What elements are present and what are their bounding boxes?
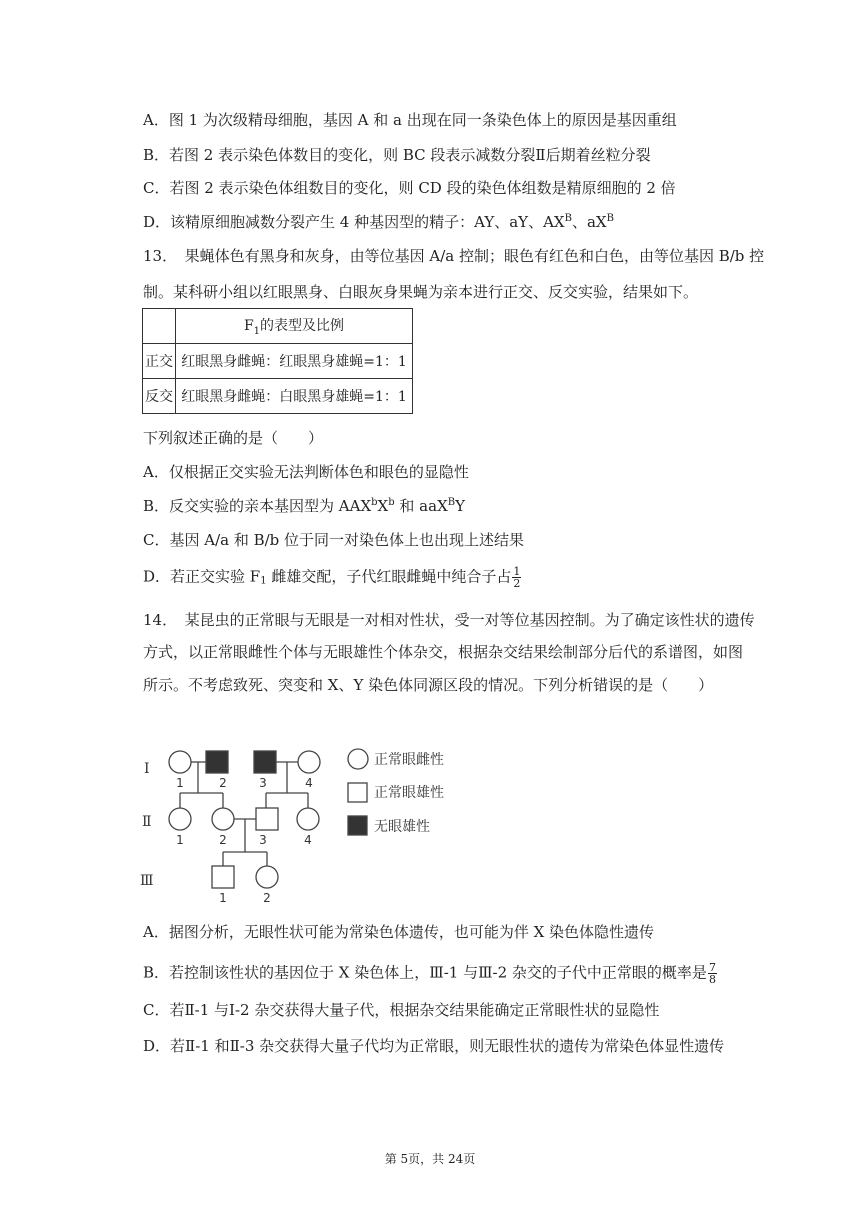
q14-option-d: D．若Ⅱ-1 和Ⅱ-3 杂交获得大量子代均为正常眼，则无眼性状的遗传为常染色体显性遗传	[143, 1037, 725, 1055]
q14-stem-line3: 所示。不考虑致死、突变和 X、Y 染色体同源区段的情况。下列分析错误的是（ ）	[143, 676, 714, 694]
num-i3: 3	[259, 776, 267, 790]
gen2-4-female-normal	[297, 808, 319, 830]
num-ii3: 3	[259, 833, 267, 847]
pedigree-lines	[180, 762, 308, 866]
table-row	[143, 344, 413, 379]
gen-label-ii: Ⅱ	[142, 814, 152, 830]
q13-option-a: A．仅根据正交实验无法判断体色和眼色的显隐性	[143, 463, 469, 481]
q13-results-table	[142, 308, 413, 414]
num-i2: 2	[219, 776, 227, 790]
legend-label-male-normal: 正常眼雄性	[374, 785, 444, 801]
num-ii1: 1	[176, 833, 184, 847]
legend-male-affected-icon	[348, 816, 367, 835]
q13-question: 下列叙述正确的是（ ）	[143, 429, 324, 447]
legend-label-female-normal: 正常眼雌性	[374, 752, 444, 768]
q13-stem-line1: 13． 果蝇体色有黑身和灰身，由等位基因 A/a 控制；眼色有红色和白色，由等位基因 B/b 控	[143, 247, 765, 265]
legend-label-male-affected: 无眼雄性	[374, 819, 430, 835]
q14-option-a: A．据图分析，无眼性状可能为常染色体遗传，也可能为伴 X 染色体隐性遗传	[143, 923, 655, 941]
legend-male-normal-icon	[348, 783, 367, 802]
row-label-reciprocal: 反交	[143, 379, 176, 414]
q13-stem-line2: 制。某科研小组以红眼黑身、白眼灰身果蝇为亲本进行正交、反交实验，结果如下。	[143, 283, 699, 301]
gen1-1-female-normal	[169, 751, 191, 773]
q13-option-c: C．基因 A/a 和 B/b 位于同一对染色体上也出现上述结果	[143, 531, 525, 549]
row-value-reciprocal: 红眼黑身雌蝇：白眼黑身雄蝇=1：1	[176, 379, 413, 414]
legend-female-normal-icon	[348, 749, 368, 769]
num-i4: 4	[305, 776, 313, 790]
num-i1: 1	[176, 776, 184, 790]
gen2-2-female-normal	[212, 808, 234, 830]
generation-labels	[140, 761, 154, 889]
fraction-one-half: $\frac{1}{2}$	[513, 565, 521, 590]
q12-option-a: A．图 1 为次级精母细胞，基因 A 和 a 出现在同一条染色体上的原因是基因重组	[143, 111, 677, 129]
q12-option-c: C．若图 2 表示染色体组数目的变化，则 CD 段的染色体组数是精原细胞的 2 倍	[143, 179, 676, 197]
table-row	[143, 379, 413, 414]
q13-option-d: D．若正交实验 $F_1$ 雌雄交配，子代红眼雌蝇中纯合子占 $\frac{1}{2}$	[143, 565, 521, 590]
num-iii1: 1	[219, 891, 227, 905]
fraction-seven-eighths: $\frac{7}{8}$	[708, 961, 716, 986]
gen1-2-male-affected	[206, 751, 228, 773]
gen3-2-female-normal	[256, 866, 278, 888]
gen1-4-female-normal	[298, 751, 320, 773]
q14-stem-line2: 方式，以正常眼雌性个体与无眼雄性个体杂交，根据杂交结果绘制部分后代的系谱图，如图	[143, 643, 744, 661]
gen2-1-female-normal	[169, 808, 191, 830]
q12-option-b: B．若图 2 表示染色体数目的变化，则 BC 段表示减数分裂Ⅱ后期着丝粒分裂	[143, 146, 651, 164]
gen2-3-male-normal	[256, 808, 278, 830]
pedigree-chart	[130, 735, 470, 910]
table-header-cell: $F_1$的表型及比例	[176, 309, 413, 344]
num-ii2: 2	[219, 833, 227, 847]
page-footer: 第 5页，共 24页	[384, 1152, 476, 1166]
gen1-3-male-affected	[254, 751, 276, 773]
row-value-forward: 红眼黑身雌蝇：红眼黑身雄蝇=1：1	[176, 344, 413, 379]
gen-label-i: Ⅰ	[144, 761, 150, 777]
row-label-forward: 正交	[143, 344, 176, 379]
num-iii2: 2	[263, 891, 271, 905]
pedigree-legend	[348, 749, 444, 835]
q14-option-b: B．若控制该性状的基因位于 X 染色体上，Ⅲ-1 与Ⅲ-2 杂交的子代中正常眼的概率是 $\frac{7}{8}$	[143, 961, 716, 986]
num-ii4: 4	[304, 833, 312, 847]
gen-label-iii: Ⅲ	[140, 873, 154, 889]
table-corner-cell	[143, 309, 176, 344]
q14-stem-line1: 14． 某昆虫的正常眼与无眼是一对相对性状，受一对等位基因控制。为了确定该性状的遗传	[143, 611, 755, 629]
q14-option-c: C．若Ⅱ-1 与Ⅰ-2 杂交获得大量子代，根据杂交结果能确定正常眼性状的显隐性	[143, 1001, 660, 1019]
table-header-row	[143, 309, 413, 344]
q13-option-b: B．反交实验的亲本基因型为 $AAX^bX^b$ 和 aaX$^B$Y	[143, 497, 466, 515]
gen3-1-male-normal	[212, 866, 234, 888]
q12-option-d: D．该精原细胞减数分裂产生 4 种基因型的精子：AY、aY、$AX^B$、$aX^B$	[143, 213, 614, 231]
